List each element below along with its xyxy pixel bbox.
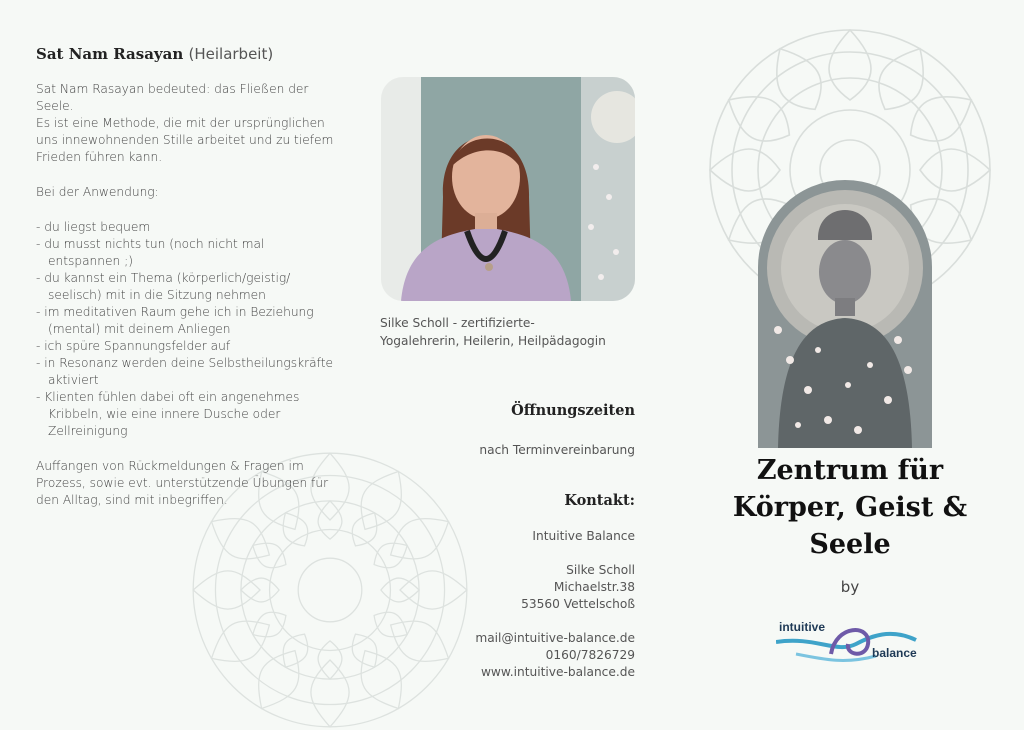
right-panel — [700, 0, 1024, 730]
closing-line: Auffangen von Rückmeldungen & Fragen im — [36, 459, 304, 473]
list-item: - du liegst bequem — [36, 219, 336, 236]
title-line: Körper, Geist & — [732, 492, 968, 523]
contact-company: Intuitive Balance — [532, 529, 635, 543]
intro-line: uns innewohnenden Stille arbeitet und zu tiefem — [36, 133, 334, 147]
contact-name: Silke Scholl — [566, 563, 635, 577]
logo-text-intuitive: intuitive — [779, 620, 826, 634]
left-panel — [36, 0, 336, 730]
closing-line: Prozess, sowie evt. unterstützende Übungen für — [36, 476, 329, 490]
intro-paragraph — [36, 81, 336, 166]
intro-line: Frieden führen kann. — [36, 150, 163, 164]
list-item: - du kannst ein Thema (körperlich/geistig/ seelisch) mit in die Sitzung nehmen — [36, 270, 336, 304]
contact-street: Michaelstr.38 — [553, 580, 635, 594]
buddha-image — [758, 180, 932, 448]
closing-paragraph — [36, 458, 336, 509]
logo-text-balance: balance — [872, 646, 917, 660]
brochure-title — [700, 452, 1000, 563]
intro-line: Es ist eine Methode, die mit der ursprünglichen — [36, 116, 325, 130]
by-label: by — [840, 578, 860, 596]
caption-line: Yogalehrerin, Heilerin, Heilpädagogin — [380, 334, 606, 348]
intuitive-balance-logo — [776, 614, 926, 674]
anwendung-heading: Bei der Anwendung: — [36, 185, 159, 199]
list-item: - Klienten fühlen dabei oft ein angenehmes Kribbeln, wie eine innere Dusche oder Zellreinigung — [36, 389, 336, 440]
list-item: - im meditativen Raum gehe ich in Beziehung (mental) mit deinem Anliegen — [36, 304, 336, 338]
section-title — [36, 46, 336, 63]
closing-line: den Alltag, sind mit inbegriffen. — [36, 493, 228, 507]
intro-line: Sat Nam Rasayan bedeuted: das Fließen der — [36, 82, 309, 96]
hours-text: nach Terminvereinbarung — [479, 443, 635, 457]
intro-line: Seele. — [36, 99, 74, 113]
caption-line: Silke Scholl - zertifizierte- — [380, 316, 535, 330]
anwendung-list — [36, 219, 336, 440]
contact-city: 53560 Vettelschoß — [521, 597, 635, 611]
middle-panel — [365, 0, 635, 730]
list-item: - ich spüre Spannungsfelder auf — [36, 338, 336, 355]
contact-email[interactable]: mail@intuitive-balance.de — [475, 631, 635, 645]
hours-heading: Öffnungszeiten — [511, 402, 635, 419]
portrait-photo — [381, 77, 635, 301]
contact-phone[interactable]: 0160/7826729 — [545, 648, 635, 662]
title-sub: (Heilarbeit) — [188, 45, 274, 63]
title-bold: Sat Nam Rasayan — [36, 45, 184, 63]
list-item: - du musst nichts tun (noch nicht mal entspannen ;) — [36, 236, 336, 270]
list-item: - in Resonanz werden deine Selbstheilungskräfte aktiviert — [36, 355, 336, 389]
title-line: Zentrum für — [756, 455, 944, 486]
contact-website[interactable]: www.intuitive-balance.de — [480, 665, 635, 679]
photo-caption — [380, 314, 642, 350]
contact-heading: Kontakt: — [564, 492, 635, 509]
title-line: Seele — [809, 529, 891, 560]
